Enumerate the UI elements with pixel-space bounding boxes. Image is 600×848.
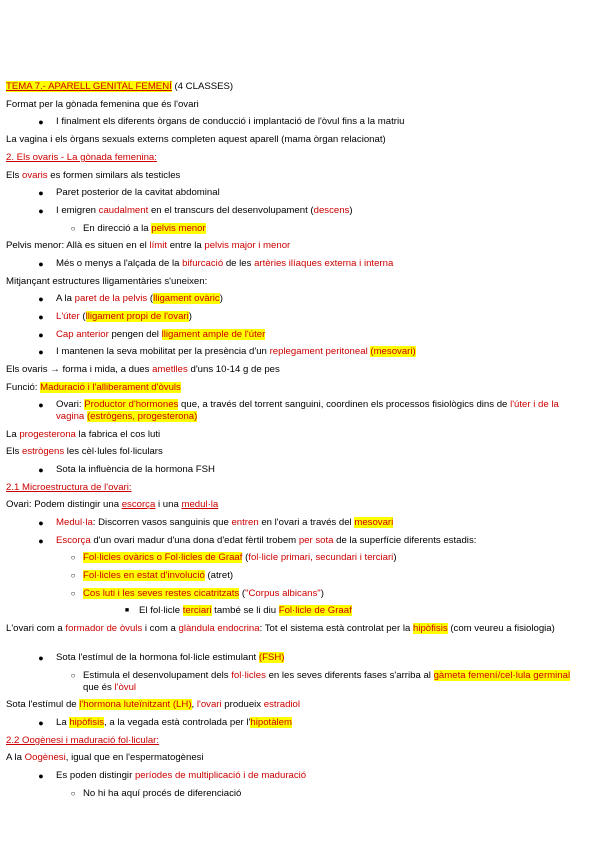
text-span: terciari	[182, 605, 212, 616]
text-span: descens	[313, 205, 350, 216]
text-span: Ovari: Podem distingir una	[6, 499, 122, 510]
bullet-item	[6, 258, 588, 270]
bullet-marker: ●	[38, 518, 44, 528]
text-span: Els ovaris → forma i mida, a dues	[6, 364, 153, 375]
text-span: produeix	[221, 699, 264, 710]
text-span: Maduració i l'alliberament d'òvuls	[40, 382, 181, 393]
text-span: Cos luti i les seves restes cicatritzats	[83, 588, 240, 599]
text-line	[6, 482, 588, 494]
bullet-marker: ●	[38, 188, 44, 198]
text-span: escorça	[121, 499, 156, 510]
text-span: Oogènesi	[24, 752, 66, 763]
text-span: lligament propi de l'ovari	[85, 311, 189, 322]
text-span: , igual que en l'espermatogènesi	[65, 752, 204, 763]
text-span: 2.2 Oogènesi i maduració fol·licular:	[6, 735, 160, 746]
text-span: períodes de multiplicació i de maduració	[134, 770, 307, 781]
text-span: (com veureu a fisiologia)	[447, 623, 555, 634]
text-span: hipotàlem	[250, 717, 292, 728]
text-span: límit	[149, 240, 168, 251]
text-span: En direcció a la	[83, 223, 152, 234]
text-span: TEMA 7.- APARELL GENITAL FEMENÍ	[6, 81, 172, 92]
text-span: , a la vegada està controlada per l'	[104, 717, 251, 728]
bullet-marker: ●	[38, 718, 44, 728]
bullet-marker: ●	[38, 465, 44, 475]
text-span: )	[219, 293, 223, 304]
bullet-item	[6, 399, 588, 423]
text-span: i com a	[142, 623, 179, 634]
text-line	[6, 752, 588, 764]
text-span: entren	[231, 517, 259, 528]
text-span: en les seves diferents fases s'arriba al	[265, 670, 434, 681]
bullet-item	[6, 535, 588, 547]
text-span: Sota la influència de la hormona FSH	[56, 464, 215, 475]
bullet-item	[6, 717, 588, 729]
text-span: Sota l'estímul de la hormona fol·licle estimulant	[56, 652, 259, 663]
text-span: Els	[6, 170, 22, 181]
text-span: : Tot el sistema està controlat per la	[259, 623, 413, 634]
bullet-marker: ●	[38, 206, 44, 216]
text-span: 2.1 Microestructura de l'ovari:	[6, 482, 132, 493]
text-span: paret de la pelvis	[74, 293, 148, 304]
text-span: : Discorren vasos sanguinis que	[92, 517, 232, 528]
text-span: (	[147, 293, 154, 304]
text-line	[6, 276, 588, 288]
text-span: bifurcació	[182, 258, 224, 269]
text-span: ,	[191, 699, 197, 710]
bullet-item	[6, 652, 588, 664]
bullet-item	[6, 517, 588, 529]
text-line	[6, 240, 588, 252]
bullet-marker: ○	[70, 571, 76, 580]
text-span: en el transcurs del desenvolupament (	[148, 205, 314, 216]
text-span: l'ovari	[196, 699, 222, 710]
text-span: Cap anterior	[56, 329, 109, 340]
text-span: (FSH)	[258, 652, 285, 663]
text-span: Sota l'estímul de	[6, 699, 80, 710]
text-span: replegament peritoneal	[269, 346, 368, 357]
text-span: lligament ample de l'úter	[161, 329, 266, 340]
text-span: La	[6, 429, 20, 440]
text-line	[6, 382, 588, 394]
text-span: progesterona	[19, 429, 76, 440]
text-span: (4 CLASSES)	[171, 81, 234, 92]
bullet-marker: ●	[38, 330, 44, 340]
bullet-item	[6, 788, 588, 800]
text-span: Els	[6, 446, 22, 457]
text-span: Fol·licle de Graaf	[278, 605, 352, 616]
text-span: (atret)	[204, 570, 234, 581]
bullet-marker: ●	[38, 312, 44, 322]
text-span: medul·la	[181, 499, 219, 510]
text-span: No hi ha aquí procés de diferenciació	[83, 788, 242, 799]
text-span: l'úter i de la vagina	[56, 399, 559, 422]
text-span: 2. Els ovaris - La gònada femenina:	[6, 152, 157, 163]
text-span: Escorça	[56, 535, 91, 546]
text-span: Medul·la	[56, 517, 93, 528]
text-span: I emigren	[56, 205, 99, 216]
text-span: l'hormona luteïnitzant (LH)	[79, 699, 192, 710]
text-span: (	[242, 552, 249, 563]
text-span: hipòfisis	[69, 717, 105, 728]
text-line	[6, 81, 588, 93]
text-span: El fol·licle	[139, 605, 183, 616]
text-span: ametlles	[152, 364, 188, 375]
text-span: Es poden distingir	[56, 770, 135, 781]
bullet-item	[6, 346, 588, 358]
text-span: les cèl·lules fol·liculars	[64, 446, 163, 457]
text-span: Funció:	[6, 382, 41, 393]
text-span: (	[79, 311, 86, 322]
bullet-item	[6, 605, 588, 617]
bullet-marker: ●	[38, 259, 44, 269]
text-span: (mesovari)	[370, 346, 416, 357]
text-span: "Corpus albicans"	[245, 588, 321, 599]
text-span: formador de òvuls	[65, 623, 143, 634]
bullet-item	[6, 670, 588, 694]
text-span: L'ovari com a	[6, 623, 66, 634]
text-span: gàmeta femení/cel·lula germinal	[433, 670, 571, 681]
text-span: estradiol	[263, 699, 301, 710]
bullet-item	[6, 293, 588, 305]
text-span: Més o menys a l'alçada de la	[56, 258, 183, 269]
bullet-marker: ●	[38, 536, 44, 546]
bullet-marker: ○	[70, 789, 76, 798]
text-span: entre la	[167, 240, 205, 251]
text-span: Mitjançant estructures lligamentàries s'uneixen:	[6, 276, 208, 287]
text-span: (	[239, 588, 246, 599]
bullet-marker: ●	[38, 294, 44, 304]
bullet-marker: ○	[70, 553, 76, 562]
text-span: estrògens	[22, 446, 65, 457]
text-line	[6, 99, 588, 111]
text-span: pelvis major i menor	[204, 240, 291, 251]
text-span: que és	[83, 682, 115, 693]
text-span: La vagina i els òrgans sexuals externs completen aquest aparell (mama òrgan relacionat)	[6, 134, 386, 145]
bullet-item	[6, 205, 588, 217]
text-span: A la	[56, 293, 75, 304]
bullet-marker: ●	[38, 771, 44, 781]
text-span: Fol·licles ovàrics o Fol·licles de Graaf	[83, 552, 243, 563]
text-span: (estrògens, progesterona)	[86, 411, 198, 422]
text-span: l'òvul	[114, 682, 137, 693]
text-span: de la superfície diferents estadis:	[333, 535, 477, 546]
text-span: I mantenen la seva mobilitat per la presència d'un	[56, 346, 270, 357]
text-span: artèries ilíaques externa i interna	[254, 258, 394, 269]
bullet-marker: ●	[38, 347, 44, 357]
text-span: hipòfisis	[412, 623, 448, 634]
text-span: I finalment els diferents òrgans de conducció i implantació de l'òvul fins a la matriu	[56, 116, 405, 127]
bullet-item	[6, 116, 588, 128]
text-span: d'un ovari madur d'una dona d'edat fèrtil trobem	[90, 535, 299, 546]
text-span: )	[188, 311, 192, 322]
text-span: la fabrica el cos luti	[75, 429, 161, 440]
text-span: ovaris	[22, 170, 48, 181]
text-span: d'uns 10-14 g de pes	[187, 364, 280, 375]
bullet-marker: ○	[70, 224, 76, 233]
text-line	[6, 364, 588, 376]
text-line	[6, 699, 588, 711]
bullet-marker: ○	[70, 589, 76, 598]
bullet-marker: ●	[38, 653, 44, 663]
bullet-item	[6, 464, 588, 476]
text-span: pengen del	[108, 329, 162, 340]
text-span: glàndula endocrina	[178, 623, 260, 634]
text-span: de les	[223, 258, 255, 269]
bullet-marker: ■	[124, 607, 130, 614]
bullet-item	[6, 770, 588, 782]
text-span: L'úter	[56, 311, 80, 322]
text-span: Pelvis menor: Allà es situen en el	[6, 240, 150, 251]
text-span: lligament ovàric	[153, 293, 220, 304]
text-line	[6, 735, 588, 747]
text-span: Ovari:	[56, 399, 85, 410]
bullet-marker: ●	[38, 400, 44, 410]
text-span: Fol·licles en estat d'involució	[83, 570, 205, 581]
text-line	[6, 446, 588, 458]
text-span: Format per la gònada femenina que és l'ovari	[6, 99, 199, 110]
text-span: en l'ovari a través del	[258, 517, 355, 528]
text-span: per sota	[298, 535, 334, 546]
text-span: es formen similars als testicles	[47, 170, 181, 181]
text-span: )	[320, 588, 324, 599]
text-span: A la	[6, 752, 25, 763]
text-span: fol·licle primari, secundari i terciari	[248, 552, 394, 563]
bullet-item	[6, 588, 588, 600]
bullet-item	[6, 223, 588, 235]
text-line	[6, 429, 588, 441]
text-span: La	[56, 717, 70, 728]
text-span: Paret posterior de la cavitat abdominal	[56, 187, 220, 198]
text-span: i una	[155, 499, 182, 510]
bullet-item	[6, 187, 588, 199]
text-span: fol·licles	[231, 670, 266, 681]
text-span: que, a través del torrent sanguini, coordinen els processos fisiològics dins de	[178, 399, 511, 410]
bullet-marker: ○	[70, 671, 76, 680]
text-line	[6, 170, 588, 182]
text-span: )	[349, 205, 353, 216]
text-span: )	[393, 552, 397, 563]
bullet-item	[6, 311, 588, 323]
bullet-item	[6, 570, 588, 582]
bullet-item	[6, 552, 588, 564]
text-line	[6, 134, 588, 146]
text-line	[6, 623, 588, 635]
bullet-item	[6, 329, 588, 341]
text-span: mesovari	[354, 517, 394, 528]
text-span: pelvis menor	[151, 223, 206, 234]
text-span: Estimula el desenvolupament dels	[83, 670, 232, 681]
bullet-marker: ●	[38, 117, 44, 127]
text-span: caudalment	[98, 205, 149, 216]
text-line	[6, 499, 588, 511]
text-line	[6, 152, 588, 164]
text-span: també se li diu	[211, 605, 279, 616]
text-span: Productor d'hormones	[84, 399, 179, 410]
